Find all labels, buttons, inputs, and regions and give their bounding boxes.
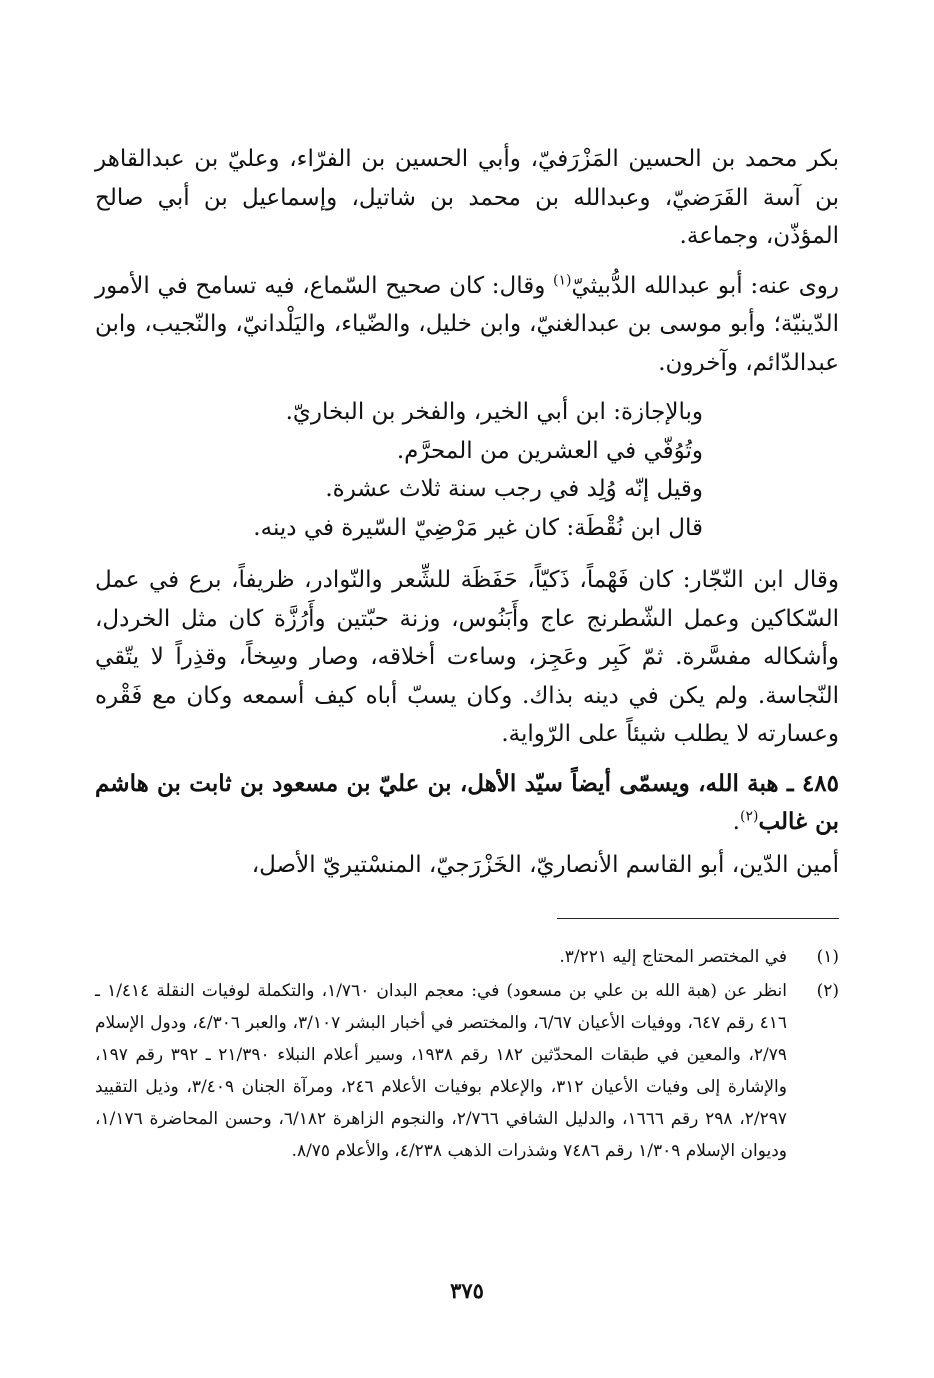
paragraph-2-rest: وقال: كان صحيح السّماع، فيه تسامح في الأمور الدّينيّة؛ وأبو موسى بن عبدالغنيّ، وابن خليل، والضّياء، واليَلْدانيّ، والنّجيب، وابن عبدالدّائم، وآخرون. [95,272,839,376]
short-line: وبالإجازة: ابن أبي الخير، والفخر بن البخاريّ. [285,399,703,425]
entry-heading [95,765,839,842]
footnote-number: (١) [816,947,839,967]
paragraph-2 [95,267,839,383]
footnote-divider [557,918,839,919]
short-lines-block [95,393,839,547]
page-number: ٣٧٥ [450,1278,484,1303]
short-line: قال ابن نُقْطَة: كان غير مَرْضِيّ السّيرة في دينه. [253,514,703,541]
footnote-text: في المختصر المحتاج إليه ٣/٢٢١. [559,947,787,967]
paragraph-3: وقال ابن النّجّار: كان فَهْماً، ذَكيّاً، حَفَظَة للشِّعر والنّوادر، ظريفاً، برع في عمل السّكاكين وعمل الشّطرنج عاج وأَبَنُوس، وزنة حبّتين وأَرُزَّة كان مثل الخردل، وأشكاله مفسَّرة. ثمّ كَبِر وعَجِز، وساءت أخلاقه، وصار وسِخاً، وقذِراً لا يتّقي النّجاسة. ولم يكن في دينه بذاك. وكان يسبّ أباه كيف أسمعه وكان مع فَقْره وعسارته لا يطلب شيئاً على الرّواية. [95,567,839,747]
footnote-2 [95,975,839,1167]
footnote-text: انظر عن (هبة الله بن علي بن مسعود) في: معجم البدان ١/٧٦٠، والتكملة لوفيات النقلة ١/٤١٤ ـ ٤١٦ رقم ٦٤٧، ووفيات الأعيان ٦/٦٧، والمختصر في أخبار البشر ٣/١٠٧، والعبر ٤/٣٠٦، ودول الإسلام ٢/٧٩، والمعين في طبقات المحدّثين ١٨٢ رقم ١٩٣٨، وسير أعلام النبلاء ٢١/٣٩٠ ـ ٣٩٢ رقم ١٩٧، والإشارة إلى وفيات الأعيان ٣١٢، والإعلام بوفيات الأعلام ٢٤٦، ومرآة الجنان ٣/٤٠٩، وذيل التقييد ٢/٢٩٧، ٢٩٨ رقم ١٦٦٦، والدليل الشافي ٢/٧٦٦، والنجوم الزاهرة ٦/١٨٢، وحسن المحاضرة ١/١٧٦، وديوان الإسلام ١/٣٠٩ رقم ٧٤٨٦ وشذرات الذهب ٤/٢٣٨، والأعلام ٨/٧٥. [95,981,788,1161]
paragraph-2-start: روى عنه: أبو عبدالله الدُّبيثيّ [571,272,840,299]
paragraph-4: أمين الدّين، أبو القاسم الأنصاريّ، الخَزْرَجيّ، المنسْتيريّ الأصل، [251,851,839,878]
entry-heading-text: ٤٨٥ ـ هبة الله، ويسمّى أيضاً سيّد الأهل، بن عليّ بن مسعود بن ثابت بن هاشم بن غالب [95,769,839,835]
footnote-ref-2: (٢) [739,808,759,825]
short-line: وقيل إنّه وُلِد في رجب سنة ثلاث عشرة. [325,476,703,502]
footnote-1 [95,941,839,973]
paragraph-1: بكر محمد بن الحسين المَزْرَفيّ، وأبي الحسين بن الفرّاء، وعليّ بن عبدالقاهر بن آسة الفَرَضيّ، وعبدالله بن محمد بن شاتيل، وإسماعيل بن أبي صالح المؤذّن، وجماعة. [95,146,839,249]
footnote-ref-1: (١) [553,271,572,288]
entry-heading-period: . [732,809,740,835]
footnote-number: (٢) [816,981,839,1001]
short-line: وتُوُفّي في العشرين من المحرَّم. [396,437,703,464]
